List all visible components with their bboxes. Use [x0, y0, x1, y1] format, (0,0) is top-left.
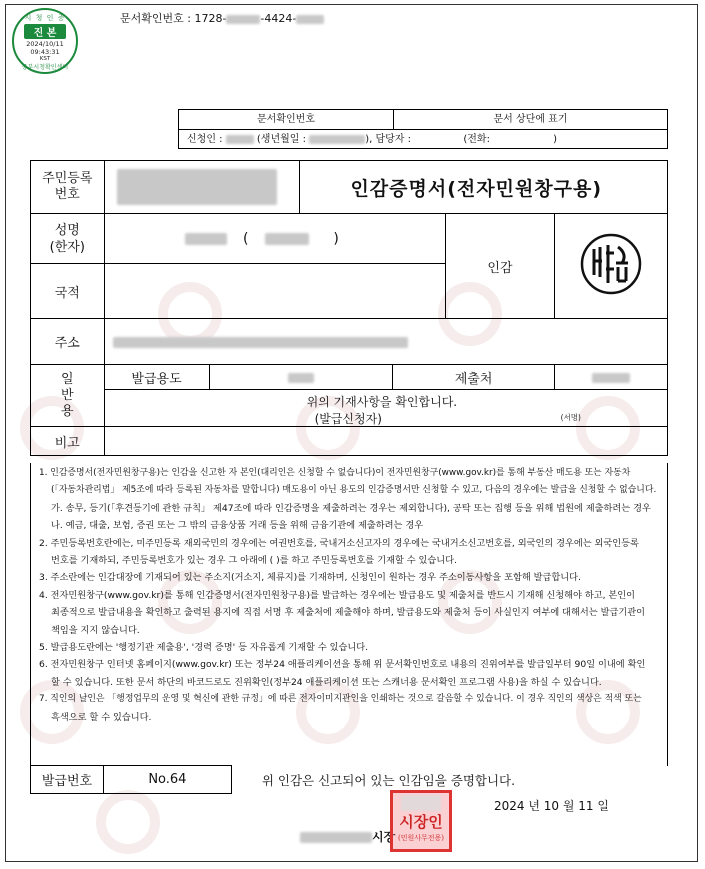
submit-to-label: 제출처: [392, 365, 554, 390]
certify-text: 위 인감은 신고되어 있는 인감임을 증명합니다.: [261, 772, 516, 788]
redacted: [592, 373, 630, 383]
issue-table: [30, 765, 668, 794]
birth-label: (생년월일 :: [256, 134, 306, 145]
doc-number: [120, 10, 324, 26]
redacted: [300, 832, 372, 843]
manager-label: ), 담당자 :: [365, 134, 411, 145]
authenticity-stamp: [12, 8, 78, 74]
note-line: 1. 인감증명서(전자민원창구용)는 인감을 신고한 자 본인(대리인은 신청할 수 없습니다)이 전자민원창구(www.gov.kr)를 통해 부동산 매도용 또는 자동차: [39, 468, 631, 478]
redacted: [185, 233, 227, 245]
note-line: 5. 발급용도란에는 '행정기관 제출용', '경력 증명' 등 자유롭게 기재할 수 있습니다.: [39, 642, 369, 654]
notes-section: [30, 463, 668, 766]
nationality-label: 국적: [31, 264, 105, 319]
redacted: [117, 169, 277, 205]
personal-seal-cell: [555, 214, 668, 319]
stamp-date: 2024/10/11: [26, 40, 64, 48]
issue-purpose-value: [209, 365, 392, 390]
rrn-value: [104, 161, 300, 214]
nationality-value: [104, 264, 445, 319]
watermark-emblem: [96, 790, 160, 854]
header-col-doc-number: 문서확인번호: [179, 110, 394, 129]
name-value: [104, 214, 445, 264]
redacted: [288, 373, 314, 383]
paren-close: ): [333, 230, 339, 247]
redacted: [226, 135, 254, 144]
applicant-label: 신청인 :: [187, 134, 223, 145]
official-seal-text: 시장인: [399, 813, 443, 831]
mayor-line: [300, 828, 395, 845]
note-line: 최종적으로 발급내용을 확인하고 출력된 용지에 직접 서명 후 제출처에 제출해야 하며, 발급용도와 제출처 등이 사실인지 여부에 대해서는 발급기관이: [51, 607, 645, 619]
header-col-marking: 문서 상단에 표기: [493, 114, 568, 125]
note-line: 번호를 기재하되, 주민등록번호가 있는 경우 그 아래에 ( )를 하고 주민등록번호를 기재할 수 있습니다.: [51, 555, 457, 567]
submit-to-value: [555, 365, 668, 390]
doc-title: 인감증명서(전자민원창구용): [300, 161, 668, 214]
note-line: 흑색으로 할 수 있습니다.: [51, 711, 152, 723]
remarks-value: [104, 427, 667, 456]
issue-no-value: No.64: [103, 766, 231, 794]
applicant-text: (발급신청자): [314, 412, 382, 426]
redacted: [296, 15, 324, 24]
official-seal: [390, 790, 452, 852]
doc-number-mid: -4424-: [260, 12, 297, 25]
main-table: [30, 160, 668, 456]
address-label: 주소: [31, 319, 105, 365]
stamp-time: 09:43:31: [30, 48, 60, 56]
note-line: 나. 예금, 대출, 보험, 증권 또는 그 밖의 금융상품 거래 등을 위해 금융기관에 제출하려는 경우: [51, 520, 424, 532]
header-box: [178, 109, 668, 149]
doc-number-label: 문서확인번호 : 1728-: [120, 12, 227, 25]
rrn-label: 주민등록 번호: [31, 161, 105, 214]
redacted: [226, 15, 260, 24]
official-seal-subtext: (민원사무전용): [397, 834, 445, 842]
stamp-title: 진 본: [24, 24, 66, 39]
header-applicant-row: [179, 130, 667, 149]
phone-close: ): [553, 134, 558, 145]
redacted: [401, 795, 441, 811]
confirm-cell: [104, 390, 667, 427]
redacted: [309, 135, 365, 144]
redacted: [265, 233, 309, 245]
paren-open: (: [243, 230, 249, 247]
note-line: 2. 주민등록번호란에는, 미주민등록 재외국민의 경우에는 여권번호를, 국내거소신고자의 경우에는 국내거소신고번호를, 외국인의 경우에는 외국인등록: [39, 537, 639, 549]
stamp-org: 중부시청확인센터: [21, 64, 69, 71]
note-line: 7. 직인의 날인은 「행정업무의 운영 및 혁신에 관한 규정」에 따른 전자이미지관인을 인쇄하는 것으로 갈음할 수 있습니다. 이 경우 직인의 색상은 적색 또는: [39, 694, 642, 705]
note-line: (「자동차관리법」 제5조에 따라 등록된 자동차를 말합니다) 매도용이 아닌 용도의 인감증명서만 신청할 수 있고, 다음의 경우에는 발급을 신청할 수 없습니다.: [51, 485, 657, 496]
note-line: 책임을 지지 않습니다.: [51, 624, 140, 636]
general-use-label: 일 반 용: [31, 365, 105, 427]
issue-date: 2024 년 10 월 11 일: [494, 799, 609, 813]
issue-purpose-label: 발급용도: [104, 365, 209, 390]
name-label: 성명 (한자): [31, 214, 105, 264]
note-line: 4. 전자민원창구(www.gov.kr)를 통해 인감증명서(전자민원창구용)를 발급하는 경우에는 발급용도 및 제출처를 반드시 기재해 신청해야 하고, 본인이: [39, 589, 636, 601]
note-line: 6. 전자민원창구 인터넷 홈페이지(www.gov.kr) 또는 정부24 애플리케이션을 통해 위 문서확인번호로 내용의 진위여부를 발급일부터 90일 이내에 확인: [39, 659, 646, 671]
sign-text: (서명): [560, 413, 581, 422]
redacted: [113, 337, 408, 348]
note-line: 가. 송무, 등기(「후견등기에 관한 규칙」 제47조에 따라 인감증명을 제출하려는 경우는 제외합니다), 공탁 또는 집행 등을 위해 법원에 제출하려는 경우: [51, 502, 651, 514]
note-line: 3. 주소란에는 인감대장에 기재되어 있는 주소지(거소지, 체류지)를 기재하며, 신청인이 원하는 경우 주소이동사항을 포함해 발급합니다.: [39, 572, 581, 584]
personal-seal-icon: [580, 233, 642, 295]
mayor-suffix: 시장: [372, 830, 396, 844]
stamp-arc-text: 시 청 인 증: [24, 14, 66, 22]
remarks-label: 비고: [31, 427, 105, 456]
address-value: [104, 319, 667, 365]
issue-no-label: 발급번호: [31, 766, 104, 794]
confirm-text: 위의 기재사항을 확인합니다.: [306, 395, 458, 409]
note-line: 할 수 있습니다. 또한 문서 하단의 바코드로도 진위확인(정부24 애플리케이션 또는 스캐너용 문서확인 프로그램 사용)을 하실 수 있습니다.: [51, 676, 602, 688]
phone-label: (전화:: [463, 134, 490, 145]
stamp-tz: KST: [39, 56, 51, 62]
seal-label: 인감: [445, 214, 555, 319]
